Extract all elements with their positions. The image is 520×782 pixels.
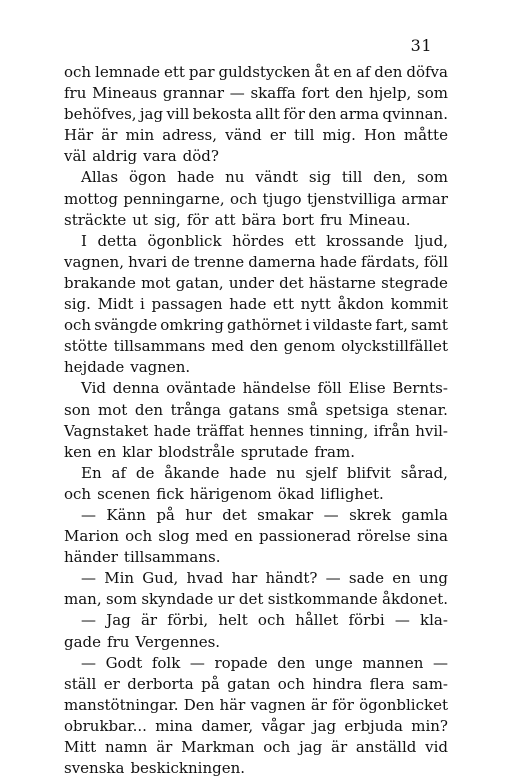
word: händer	[64, 548, 118, 567]
word: träffat	[196, 421, 245, 440]
word: klar	[122, 442, 153, 461]
word: Godt	[105, 653, 143, 672]
word: —	[229, 84, 245, 103]
word: på	[201, 674, 220, 693]
word: ögon	[128, 168, 167, 187]
word: stenar.	[396, 400, 448, 419]
word: Mitt	[64, 738, 97, 756]
word: döfva	[406, 63, 448, 81]
word: damer,	[201, 716, 254, 735]
word: genom	[283, 337, 336, 356]
word: man,	[64, 590, 102, 609]
word: arma	[339, 105, 380, 124]
word: —	[189, 653, 205, 672]
word: gade	[64, 632, 102, 651]
word: obrukbar...	[64, 716, 147, 735]
word: sig.	[64, 295, 91, 314]
word: Allas	[81, 168, 119, 187]
word: på	[156, 505, 175, 524]
word: I	[81, 231, 87, 250]
word: och	[64, 316, 92, 335]
word: tinning,	[309, 421, 369, 440]
word: ljud,	[414, 231, 448, 250]
word: anställd	[355, 738, 417, 756]
word: fru	[320, 210, 343, 229]
text-line	[64, 357, 448, 378]
word: mot	[98, 400, 128, 419]
word: fick	[156, 484, 184, 503]
word: hade	[229, 463, 267, 482]
word: föll	[317, 379, 342, 398]
word: beskickningen.	[130, 759, 246, 778]
word: Min	[104, 569, 135, 588]
word: ken	[64, 442, 92, 461]
word: helt	[218, 611, 248, 630]
word: Midt	[97, 295, 134, 314]
text-line	[64, 568, 448, 589]
text-line	[64, 653, 448, 674]
word: tjenstvilliga	[306, 189, 397, 208]
word: hvari	[128, 252, 168, 271]
word: fort	[301, 84, 330, 103]
word: ökad	[277, 484, 315, 503]
word: den	[374, 63, 403, 81]
word: Den	[183, 695, 215, 714]
word: hur	[185, 505, 212, 524]
text-line	[64, 547, 448, 568]
text-line	[64, 758, 448, 779]
word: och	[125, 527, 153, 546]
text-line	[64, 294, 448, 315]
word: för	[332, 695, 354, 714]
word: mina	[155, 716, 193, 735]
word: sina	[416, 527, 448, 546]
word: vill	[166, 105, 190, 124]
word: unge	[314, 653, 353, 672]
word: kla-	[420, 611, 448, 630]
word: mot	[141, 273, 171, 292]
word: sprutade	[240, 442, 309, 461]
word: Vergennes.	[135, 632, 221, 651]
text-line	[64, 610, 448, 631]
word: ögonblicket	[359, 695, 448, 714]
word: död?	[182, 147, 219, 166]
word: —	[81, 653, 96, 672]
text-line	[64, 716, 448, 737]
word: Markman	[181, 738, 255, 756]
word: vågar	[261, 716, 305, 735]
word: händelse	[242, 379, 311, 398]
word: härigenom	[189, 484, 272, 503]
word: ett	[163, 63, 185, 81]
word: ett	[273, 295, 294, 314]
word: Elise	[348, 379, 386, 398]
word: —	[81, 611, 96, 630]
text-line	[64, 589, 448, 610]
text-line	[64, 336, 448, 357]
text-line	[64, 484, 448, 505]
word: det	[279, 273, 304, 292]
word: passagen	[151, 295, 223, 314]
word: hållet	[295, 611, 339, 630]
word: af	[111, 463, 126, 482]
word: ur	[217, 590, 235, 609]
word: åkande	[164, 463, 220, 482]
word: —	[394, 611, 410, 630]
word: hejdade	[64, 358, 125, 377]
word: som	[105, 590, 137, 609]
word: och	[64, 63, 92, 81]
word: olyckstillfället	[341, 337, 448, 356]
word: Vid	[81, 379, 106, 398]
word: för	[283, 105, 305, 124]
text-line	[64, 104, 448, 125]
word: förbi	[348, 611, 385, 630]
word: spetsiga	[325, 400, 389, 419]
text-line	[64, 146, 448, 167]
word: som	[417, 168, 448, 187]
word: denna	[112, 379, 160, 398]
word: små	[287, 400, 318, 419]
word: scenen	[97, 484, 151, 503]
word: lemnade	[95, 63, 161, 81]
word: folk	[151, 653, 181, 672]
word: flera	[369, 674, 405, 693]
word: gamla	[401, 505, 448, 524]
word: hade	[153, 421, 191, 440]
word: svenska	[64, 759, 125, 778]
word: ett	[294, 231, 316, 250]
word: ögonblick	[147, 231, 222, 250]
word: hade	[229, 295, 267, 314]
word: Marion	[64, 527, 119, 546]
word: och	[277, 674, 305, 693]
word: vid	[425, 738, 448, 756]
word: fram.	[314, 442, 355, 461]
word: fart,	[375, 316, 408, 335]
word: vänd	[225, 126, 262, 145]
word: Här	[64, 126, 94, 145]
text-line	[64, 463, 448, 484]
word: blifvit	[346, 463, 391, 482]
word: fru	[107, 632, 130, 651]
word: jag	[139, 105, 164, 124]
word: hennes	[249, 421, 304, 440]
word: de	[135, 463, 155, 482]
word: är	[156, 738, 173, 756]
word: min?	[411, 716, 448, 735]
word: oväntade	[166, 379, 236, 398]
text-line	[64, 400, 448, 421]
text-line	[64, 442, 448, 463]
word: —	[81, 569, 96, 588]
text-line	[64, 737, 448, 758]
word: sträckte	[64, 210, 127, 229]
word: skyndade	[141, 590, 214, 609]
word: den,	[373, 168, 407, 187]
word: —	[325, 569, 341, 588]
word: er	[103, 674, 120, 693]
word: sjelf	[305, 463, 337, 482]
text-line	[64, 315, 448, 336]
word: jag	[299, 738, 323, 756]
word: den	[249, 337, 278, 356]
word: krossande	[326, 231, 404, 250]
word: här	[219, 695, 246, 714]
word: måtte	[403, 126, 448, 145]
word: hindra	[312, 674, 363, 693]
word: trenne	[193, 252, 245, 271]
word: bekosta	[192, 105, 252, 124]
word: ställ	[64, 674, 97, 693]
word: penningarne,	[123, 189, 225, 208]
text-line	[64, 674, 448, 695]
word: omkring	[160, 316, 224, 335]
word: gatan	[227, 674, 271, 693]
word: detta	[97, 231, 137, 250]
word: Bernts-	[392, 379, 448, 398]
text-line	[64, 231, 448, 252]
word: af	[355, 63, 371, 81]
word: blodstråle	[158, 442, 235, 461]
word: tillsammans.	[123, 548, 221, 567]
word: skrek	[349, 505, 392, 524]
word: bära	[241, 210, 277, 229]
word: —	[81, 505, 96, 524]
text-line	[64, 378, 448, 399]
word: åkdon	[337, 295, 384, 314]
word: sårad,	[400, 463, 448, 482]
word: hvil-	[415, 421, 448, 440]
word: i	[140, 295, 145, 314]
word: qvinnan.	[382, 105, 448, 124]
word: gatans	[228, 400, 280, 419]
word: hvad	[186, 569, 224, 588]
word: derborta	[127, 674, 194, 693]
text-line	[64, 189, 448, 210]
text-line	[64, 252, 448, 273]
word: Vagnstaket	[64, 421, 149, 440]
text-line	[64, 125, 448, 146]
word: en	[333, 63, 352, 81]
text-line	[64, 273, 448, 294]
word: hade	[177, 168, 215, 187]
word: en	[97, 442, 117, 461]
word: sig,	[153, 210, 181, 229]
word: brakande	[64, 273, 136, 292]
word: med	[211, 337, 244, 356]
word: ut	[132, 210, 148, 229]
word: rörelse	[357, 527, 411, 546]
word: de	[171, 252, 190, 271]
word: jag	[312, 716, 337, 735]
word: är	[140, 611, 158, 630]
word: skaffa	[250, 84, 296, 103]
word: hade	[319, 252, 357, 271]
word: det	[238, 590, 264, 609]
text-line	[64, 210, 448, 231]
word: till	[294, 126, 315, 145]
word: Gud,	[142, 569, 179, 588]
body-text	[64, 62, 448, 779]
word: sig	[308, 168, 332, 187]
word: smakar	[257, 505, 314, 524]
text-line	[64, 83, 448, 104]
word: och	[64, 484, 92, 503]
word: svängde	[94, 316, 158, 335]
word: gatan,	[175, 273, 224, 292]
word: gathörnet	[226, 316, 302, 335]
word: den	[277, 653, 306, 672]
word: den	[308, 105, 337, 124]
word: och	[230, 189, 258, 208]
word: den	[134, 400, 164, 419]
word: grannar	[162, 84, 225, 103]
word: vildaste	[313, 316, 373, 335]
word: son	[64, 400, 91, 419]
word: under	[228, 273, 274, 292]
text-line	[64, 421, 448, 442]
word: stegrade	[381, 273, 448, 292]
word: manstötningar.	[64, 695, 179, 714]
word: Mineaus	[92, 84, 158, 103]
word: vagnen	[250, 695, 306, 714]
text-line	[64, 526, 448, 547]
word: —	[323, 505, 339, 524]
word: det	[222, 505, 247, 524]
word: par	[188, 63, 215, 81]
word: slog	[158, 527, 190, 546]
word: Mineau.	[348, 210, 411, 229]
word: färdats,	[360, 252, 420, 271]
word: mig.	[322, 126, 356, 145]
word: —	[432, 653, 448, 672]
word: vagnen,	[64, 252, 124, 271]
word: en	[234, 527, 253, 546]
word: och	[263, 738, 291, 756]
word: hjelp,	[368, 84, 412, 103]
word: mannen	[362, 653, 424, 672]
word: behöfves,	[64, 105, 137, 124]
text-line	[64, 167, 448, 188]
word: fru	[64, 84, 87, 103]
word: med	[195, 527, 229, 546]
word: i	[305, 316, 310, 335]
word: ung	[419, 569, 448, 588]
word: sade	[348, 569, 385, 588]
word: nytt	[300, 295, 331, 314]
text-line	[64, 62, 448, 83]
word: liflighet.	[320, 484, 384, 503]
word: namn	[104, 738, 148, 756]
word: ifrån	[373, 421, 410, 440]
word: väl	[64, 147, 87, 166]
word: mottog	[64, 189, 118, 208]
word: Jag	[106, 611, 131, 630]
word: är	[310, 695, 327, 714]
page-number: 31	[410, 36, 432, 55]
word: stötte	[64, 337, 108, 356]
word: erbjuda	[344, 716, 403, 735]
word: är	[101, 126, 118, 145]
word: vagnen.	[130, 358, 191, 377]
word: vändt	[255, 168, 299, 187]
word: händt?	[265, 569, 318, 588]
word: Hon	[363, 126, 396, 145]
word: sistkommande	[267, 590, 378, 609]
word: för	[186, 210, 209, 229]
word: att	[214, 210, 236, 229]
word: den	[335, 84, 364, 103]
word: som	[417, 84, 448, 103]
word: allt	[255, 105, 280, 124]
text-line	[64, 695, 448, 716]
word: adress,	[162, 126, 218, 145]
word: Känn	[106, 505, 146, 524]
word: En	[81, 463, 102, 482]
word: till	[341, 168, 363, 187]
word: är	[331, 738, 348, 756]
word: åkdonet.	[382, 590, 448, 609]
word: en	[392, 569, 411, 588]
word: tillsammans	[113, 337, 206, 356]
word: och	[257, 611, 286, 630]
word: bort	[282, 210, 315, 229]
word: hördes	[232, 231, 285, 250]
word: samt	[411, 316, 448, 335]
word: sam-	[412, 674, 448, 693]
word: vara	[143, 147, 177, 166]
word: föll	[423, 252, 448, 271]
word: kommit	[390, 295, 448, 314]
word: ropade	[214, 653, 268, 672]
word: tjugo	[262, 189, 302, 208]
word: trånga	[170, 400, 222, 419]
word: har	[231, 569, 258, 588]
word: passionerad	[259, 527, 352, 546]
text-line	[64, 505, 448, 526]
word: damerna	[248, 252, 316, 271]
word: armar	[401, 189, 448, 208]
text-line	[64, 632, 448, 653]
word: nu	[276, 463, 296, 482]
word: aldrig	[92, 147, 138, 166]
word: nu	[225, 168, 245, 187]
word: hästarne	[308, 273, 376, 292]
word: åt	[314, 63, 330, 81]
word: er	[269, 126, 286, 145]
word: min	[125, 126, 155, 145]
word: guldstycken	[218, 63, 311, 81]
word: förbi,	[167, 611, 209, 630]
